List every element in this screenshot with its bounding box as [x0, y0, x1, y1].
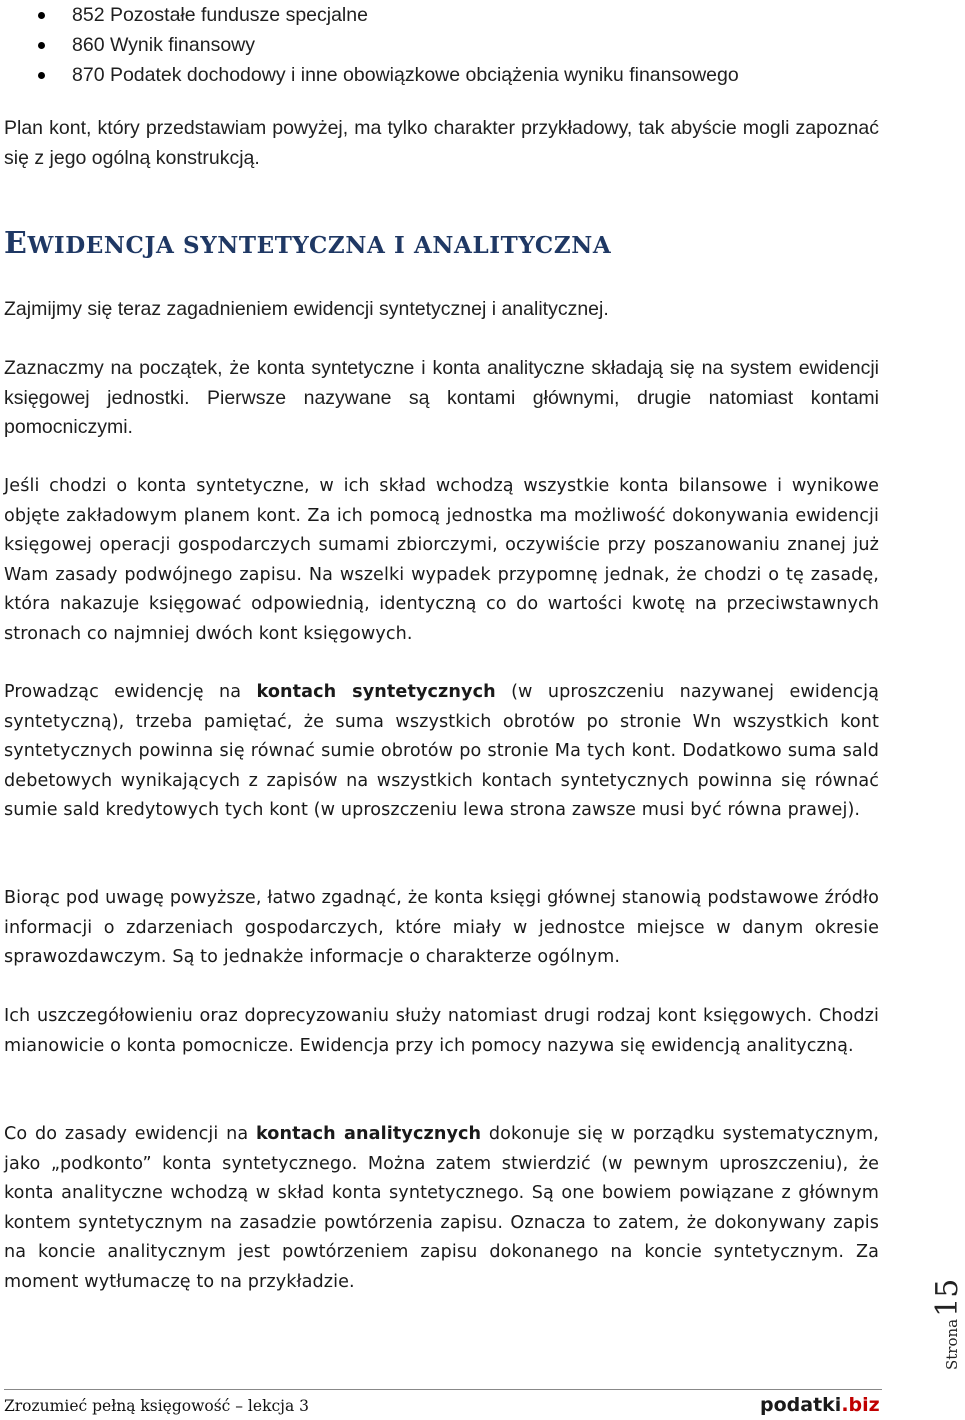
bold-term-synthetic: kontach syntetycznych	[256, 682, 496, 702]
brand-suffix: .biz	[841, 1394, 880, 1416]
account-list	[0, 0, 739, 90]
list-item: 860 Wynik finansowy	[0, 30, 739, 60]
footer-title: Zrozumieć pełną księgowość – lekcja 3	[4, 1397, 309, 1415]
heading-initial: E	[4, 226, 28, 261]
paragraph-ich: Ich uszczegółowieniu oraz doprecyzowaniu służy natomiast drugi rodzaj kont księgowych. Chodzi mianowicie o konta pomocnicze. Ewidencja przy ich pomocy nazywa się ewidencją analityczną.	[4, 1006, 879, 1056]
paragraph-co	[4, 1120, 879, 1297]
paragraph-jesli: Jeśli chodzi o konta syntetyczne, w ich skład wchodzą wszystkie konta bilansowe i wynikowe objęte zakładowym planem kont. Za ich pomocą jednostka ma możliwość dokonywania ewidencji księgowej operacji gospodarczych sumami zbiorczymi, oczywiście przy poszanowaniu znanej już Wam zasady podwójnego zapisu. Na wszelki wypadek przypomnę jednak, że chodzi o tę zasadę, która nakazuje księgować odpowiednią, identyczną co do wartości kwotę na przeciwstawnych stronach co najmniej dwóch kont księgowych.	[4, 476, 879, 644]
text-run: (w uproszczeniu nazywanej ewidencją syntetyczną), trzeba pamiętać, że suma wszystkich obrotów po stronie Wn wszystkich kont syntetycznych powinna się równać sumie obrotów po stronie Ma tych kont. Dodatkowo suma sald debetowych wynikających z zapisów na wszystkich kontach syntetycznych powinna się równać sumie sald kredytowych tych kont (w uproszczeniu lewa strona zawsze musi być równa prawej).	[4, 682, 879, 820]
intro-paragraph: Plan kont, który przedstawiam powyżej, ma tylko charakter przykładowy, tak abyście mogli zapoznać się z jego ogólną konstrukcją.	[4, 117, 879, 169]
brand-main: podatki	[760, 1394, 842, 1416]
paragraph-zaznaczmy: Zaznaczmy na początek, że konta syntetyczne i konta analityczne składają się na system ewidencji księgowej jednostki. Pierwsze nazywane są kontami głównymi, drugie natomiast kontami pomocniczymi.	[4, 357, 879, 438]
paragraph-biorac: Biorąc pod uwagę powyższe, łatwo zgadnąć, że konta księgi głównej stanowią podstawowe źródło informacji o zdarzeniach gospodarczych, które miały w jednostce miejsce w danym okresie sprawozdawczym. Są to jednakże informacje o charakterze ogólnym.	[4, 888, 879, 967]
heading-rest: WIDENCJA SYNTETYCZNA I ANALITYCZNA	[27, 232, 612, 259]
text-run: Prowadząc ewidencję na	[4, 682, 257, 702]
page-number-vertical	[930, 1279, 965, 1370]
bold-term-analytic: kontach analitycznych	[255, 1124, 482, 1144]
page-word: Strona	[943, 1318, 961, 1370]
text-run: Co do zasady ewidencji na	[4, 1124, 256, 1144]
page-number: 15	[930, 1278, 965, 1317]
paragraph-zajmijmy: Zajmijmy się teraz zagadnieniem ewidencji syntetycznej i analitycznej.	[4, 298, 609, 320]
footer-brand	[760, 1394, 880, 1416]
list-item: 870 Podatek dochodowy i inne obowiązkowe obciążenia wyniku finansowego	[0, 60, 739, 90]
footer-divider	[4, 1389, 882, 1390]
text-run: dokonuje się w porządku systematycznym, jako „podkonto” konta syntetycznego. Można zatem stwierdzić (w pewnym uproszczeniu), że konta analityczne wchodzą w skład konta syntetycznego. Są one bowiem powiązane z głównym kontem syntetycznym na zasadzie powtórzenia zapisu. Oznacza to zatem, że dokonywany zapis na koncie analitycznym jest powtórzeniem zapisu dokonanego na koncie syntetycznym. Za moment wytłumaczę to na przykładzie.	[4, 1124, 879, 1292]
list-item: 852 Pozostałe fundusze specjalne	[0, 0, 739, 30]
paragraph-prowadzac	[4, 678, 879, 826]
section-heading	[4, 226, 611, 261]
